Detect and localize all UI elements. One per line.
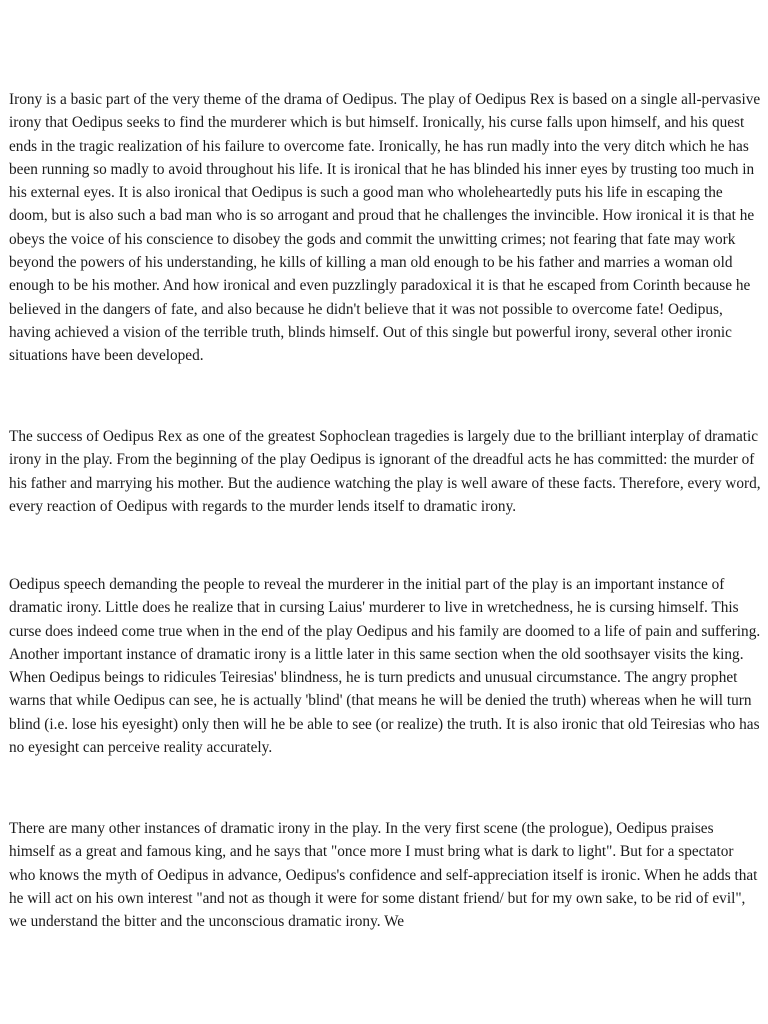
paragraph-4: There are many other instances of dramatic irony in the play. In the very first scene (the prologue), Oedipus praises himself as a great and famous king, and he says that "once more I must bring what is dark to light". But for a spectator who knows the myth of Oedipus in advance, Oedipus's confidence and self-appreciation itself is ironic. When he adds that he will act on his own interest "and not as though it were for some distant friend/ but for my own sake, to be rid of evil", we understand the bitter and the unconscious dramatic irony. We [9, 820, 758, 931]
paragraph-2: The success of Oedipus Rex as one of the greatest Sophoclean tragedies is largely due to the brilliant interplay of dramatic irony in the play. From the beginning of the play Oedipus is ignorant of the dreadful acts he has committed: the murder of his father and marrying his mother. But the audience watching the play is well aware of these facts. Therefore, every word, every reaction of Oedipus with regards to the murder lends itself to dramatic irony. [9, 428, 761, 515]
paragraph-3: Oedipus speech demanding the people to reveal the murderer in the initial part of the play is an important instance of dramatic irony. Little does he realize that in cursing Laius' murderer to live in wretchedness, he is cursing himself. This curse does indeed come true when in the end of the play Oedipus and his family are doomed to a life of pain and suffering. Another important instance of dramatic irony is a little later in this same section when the old soothsayer visits the king. When Oedipus beings to ridicules Teiresias' blindness, he is turn predicts and unusual circumstance. The angry prophet warns that while Oedipus can see, he is actually 'blind' (that means he will be denied the truth) whereas when he will turn blind (i.e. lose his eyesight) only then will he be able to see (or realize) the truth. It is also ironic that old Teiresias who has no eyesight can perceive reality accurately. [9, 576, 761, 757]
paragraph-1: Irony is a basic part of the very theme of the drama of Oedipus. The play of Oedipus Rex is based on a single all-pervasive irony that Oedipus seeks to find the murderer which is but himself. Ironically, his curse falls upon himself, and his quest ends in the tragic realization of his failure to overcome fate. Ironically, he has run madly into the very ditch which he has been running so madly to avoid throughout his life. It is ironical that he has blinded his inner eyes by trusting too much in his external eyes. It is also ironical that Oedipus is such a good man who wholeheartedly puts his life in escaping the doom, but is also such a bad man who is so arrogant and proud that he challenges the invincible. How ironical it is that he obeys the voice of his conscience to disobey the gods and commit the unwitting crimes; not fearing that fate may work beyond the powers of his understanding, he kills of killing a man old enough to be his father and marries a woman old enough to be his mother. And how ironical and even puzzlingly paradoxical it is that he escaped from Corinth because he believed in the dangers of fate, and also because he didn't believe that it was not possible to overcome fate! Oedipus, having achieved a vision of the terrible truth, blinds himself. Out of this single but powerful irony, several other ironic situations have been developed. [9, 91, 761, 365]
